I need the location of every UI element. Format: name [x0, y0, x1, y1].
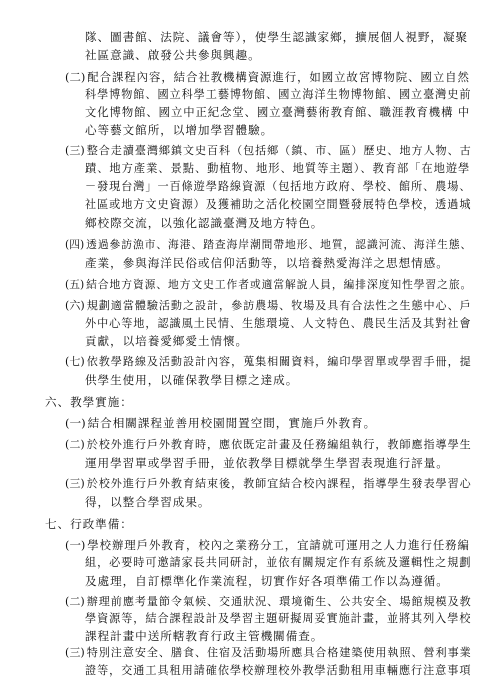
list-item — [65, 355, 472, 369]
text-line: 得，以整合學習成果。 — [85, 495, 211, 510]
text-line: 於校外進行戶外教育時，應依既定計畫及任務編組執行，教師應指導學生 — [86, 437, 472, 451]
list-marker: (七) — [65, 355, 85, 369]
text-line: 學校辦理戶外教育，校內之業務分工，宜請就可運用之人力進行任務編 — [87, 538, 470, 553]
list-item — [65, 595, 472, 609]
text-line: 結合地方資源、地方文史工作者或適當解說人員，編排深度知性學習之旅。 — [86, 277, 473, 291]
text-line: 產業，參與海洋民俗或信仰活動等，以培養熱愛海洋之思想情感。 — [85, 256, 449, 271]
list-item — [65, 70, 470, 84]
list-marker: (一) — [65, 538, 86, 553]
list-item — [65, 646, 472, 660]
list-marker: (三) — [65, 477, 85, 491]
text-line: 規劃適當體驗活動之設計，參訪農場、牧場及具有合法性之生態中心、戶 — [86, 298, 472, 312]
list-marker: (四) — [65, 238, 85, 252]
text-line: 學資源等，結合課程設計及學習主題研擬周妥實施計畫，並將其列入學校 — [85, 611, 472, 625]
text-line: 科學博物館、國立科學工藝博物館、國立海洋生物博物館、國立臺灣史前 — [85, 87, 472, 101]
text-line: 蹟、地方產業、景點、動植物、地形、地質等主題）、教育部「在地遊學 — [85, 162, 471, 175]
text-line: 隊、圖書館、法院、議會等），使學生認識家鄉，擴展個人視野，凝聚 — [85, 30, 469, 44]
text-line: 課程計畫中送所轄教育行政主管機關備查。 — [85, 629, 324, 643]
section-heading: 七、行政準備： — [45, 516, 133, 531]
text-line: 透過參訪漁市、海港、踏查海岸潮間帶地形、地質，認識河流、海洋生態、 — [86, 238, 473, 252]
list-marker: (三) — [65, 144, 85, 157]
list-marker: (二) — [65, 594, 85, 608]
text-line: 證等，交通工具租用請確依學校辦理校外教學活動租用車輛應行注意事項 — [85, 664, 472, 677]
list-item — [65, 238, 472, 252]
list-marker: (六) — [65, 298, 85, 312]
list-marker: (二) — [65, 69, 86, 84]
text-line: 外中心等地，認識風土民情、生態環境、人文特色、農民生活及其對社會 — [85, 316, 472, 330]
text-line: 鄉校際交流，以強化認識臺灣及地方特色。 — [85, 215, 324, 230]
text-line: 運用學習單或學習手冊，並依教學目標就學生學習表現進行評量。 — [85, 455, 449, 470]
list-item — [65, 538, 470, 552]
text-line: 社區意識、啟發公共參與興趣。 — [85, 48, 261, 62]
text-line: 於校外進行戶外教育結束後，教師宜結合校內課程，指導學生發表學習心 — [86, 477, 472, 491]
text-line: 辦理前應考量節令氣候、交通狀況、環境衛生、公共安全、場館規模及教 — [86, 594, 472, 608]
text-line: 特別注意安全、膳食、住宿及活動場所應具合格建築使用執照、營利事業 — [86, 646, 472, 659]
list-item — [65, 144, 472, 158]
text-line: 心等藝文館所，以增加學習體驗。 — [85, 123, 274, 138]
text-line: 配合課程內容，結合社教機構資源進行，如國立故宮博物院、國立自然 — [87, 69, 470, 84]
section-heading: 六、教學實施： — [45, 394, 133, 409]
text-line: 及處理，自訂標準化作業流程，切實作好各項準備工作以為遵循。 — [85, 574, 449, 589]
text-line: 供學生使用，以確保教學目標之達成。 — [85, 373, 299, 387]
list-item — [65, 477, 472, 491]
list-item — [65, 278, 472, 292]
list-marker: (三) — [65, 646, 85, 659]
text-line: 依教學路線及活動設計內容，蒐集相關資料，編印學習單或學習手冊，提 — [86, 355, 472, 369]
text-line: 社區或地方文史資源）及獲補助之活化校園空間暨發展特色學校，透過城 — [85, 197, 472, 211]
list-item — [65, 416, 376, 430]
text-line: 結合相關課程並善用校園閒置空間，實施戶外教育。 — [87, 416, 377, 431]
list-item — [65, 299, 472, 313]
text-line: 文化博物館、國立中正紀念堂、國立臺灣藝術教育館、職涯教育機構 中 — [85, 105, 471, 120]
list-marker: (二) — [65, 437, 85, 451]
text-line: 整合走讀臺灣鄉鎮文史百科（包括鄉（鎮、市、區）歷史、地方人物、古 — [86, 144, 472, 157]
list-item — [65, 438, 472, 452]
list-marker: (一) — [65, 416, 86, 431]
text-line: －發現台灣」一百條遊學路線資源（包括地方政府、學校、館所、農場、 — [85, 180, 472, 193]
text-line: 貢獻，以培養愛鄉愛土情懷。 — [85, 334, 249, 349]
list-marker: (五) — [65, 277, 85, 291]
text-line: 組，必要時可邀請家長共同研討，並依有關規定作有系統及邏輯性之規劃 — [85, 556, 472, 570]
